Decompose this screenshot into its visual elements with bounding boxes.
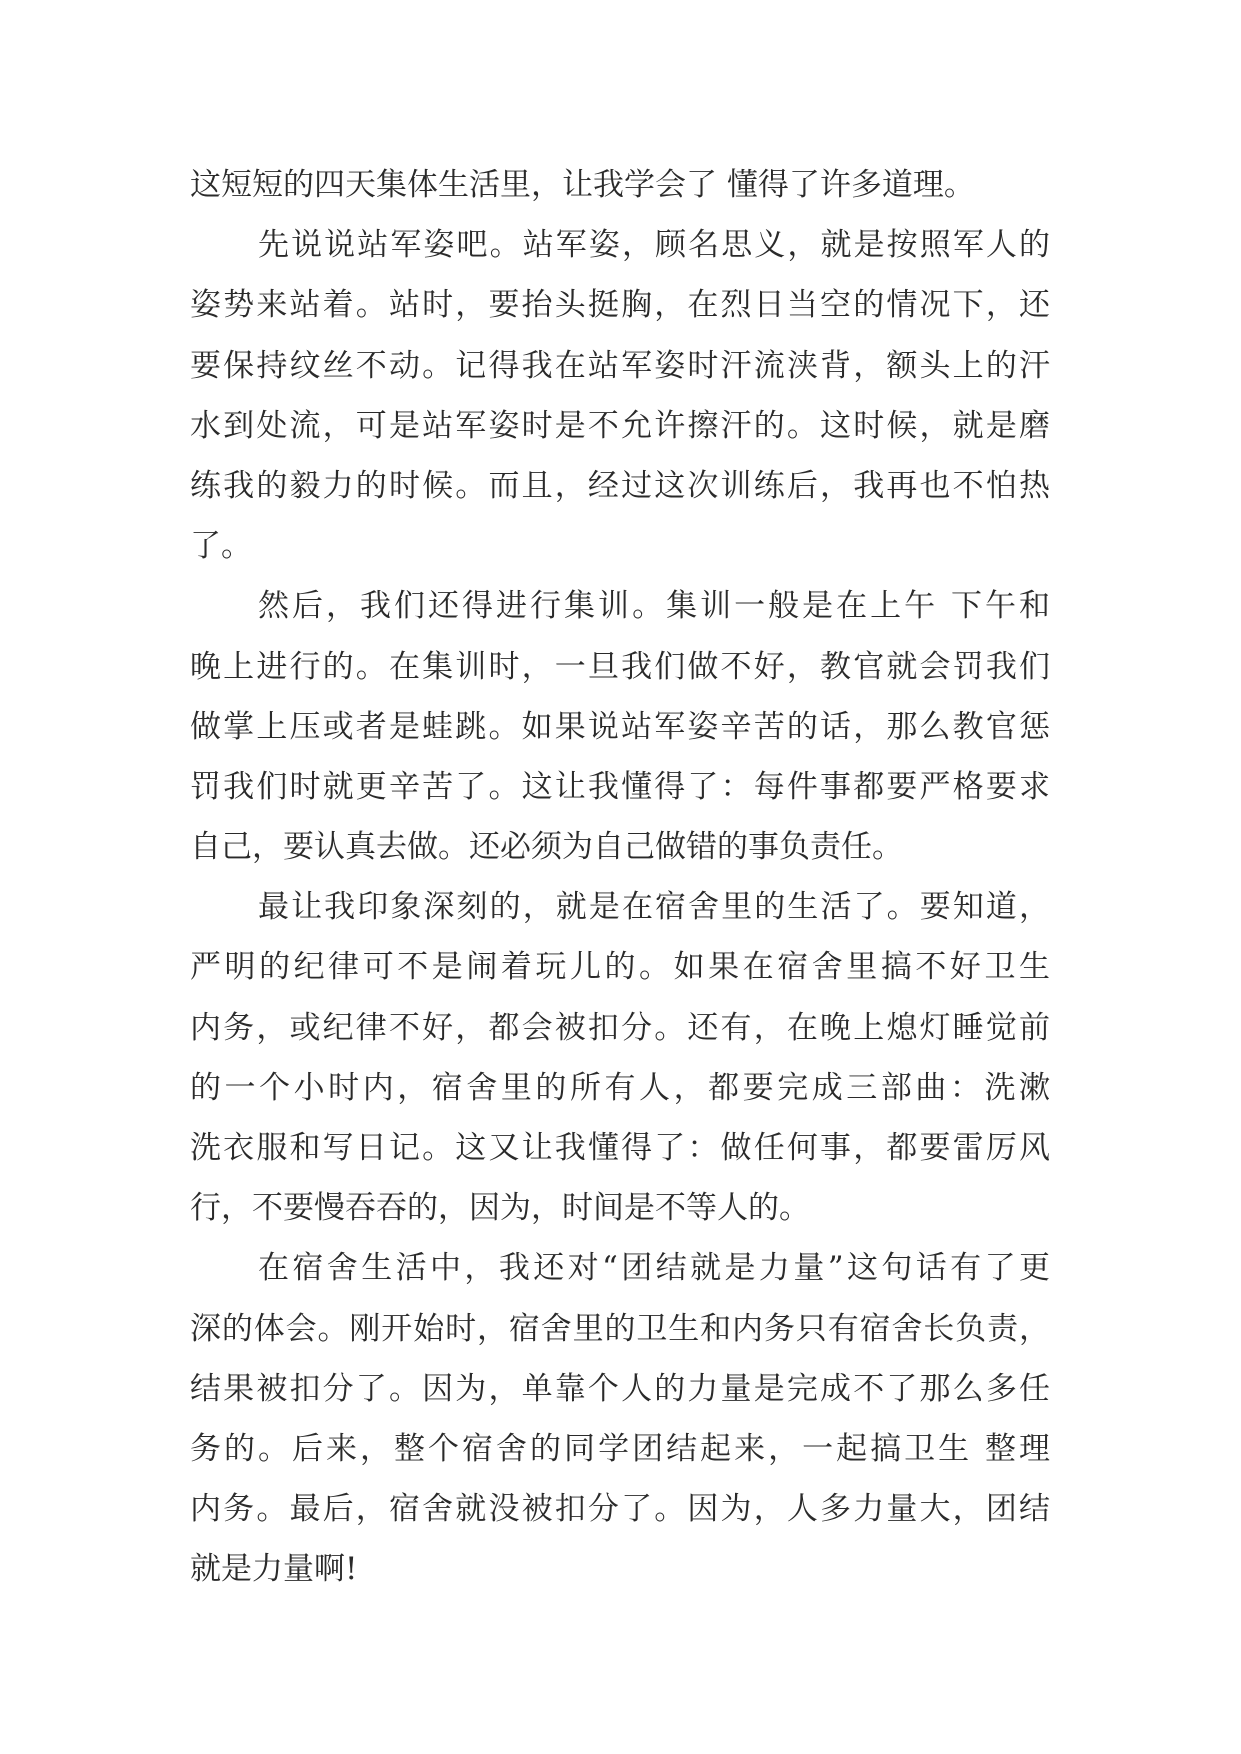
text-line: 姿势来站着。站时，要抬头挺胸，在烈日当空的情况下，还 <box>190 287 1050 324</box>
text-line: 结果被扣分了。因为，单靠个人的力量是完成不了那么多任 <box>190 1370 1050 1407</box>
body-text <box>190 155 1050 1600</box>
text-line: 罚我们时就更辛苦了。这让我懂得了：每件事都要严格要求 <box>190 768 1050 805</box>
text-line: 晚上进行的。在集训时，一旦我们做不好，教官就会罚我们 <box>190 648 1050 685</box>
text-line: 的一个小时内，宿舍里的所有人，都要完成三部曲：洗漱 <box>190 1069 1050 1106</box>
text-line: 就是力量啊! <box>190 1551 358 1588</box>
text-line: 内务。最后，宿舍就没被扣分了。因为，人多力量大，团结 <box>190 1491 1050 1528</box>
text-line: 要保持纹丝不动。记得我在站军姿时汗流浃背，额头上的汗 <box>190 347 1050 384</box>
text-line: 行，不要慢吞吞的，因为，时间是不等人的。 <box>190 1190 810 1227</box>
text-line: 深的体会。刚开始时，宿舍里的卫生和内务只有宿舍长负责， <box>190 1310 1050 1347</box>
text-line: 洗衣服和写日记。这又让我懂得了：做任何事，都要雷厉风 <box>190 1130 1050 1166</box>
text-line: 在宿舍生活中，我还对“团结就是力量”这句话有了更 <box>258 1250 1050 1287</box>
text-line: 先说说站军姿吧。站军姿，顾名思义，就是按照军人的 <box>258 227 1050 264</box>
text-line: 最让我印象深刻的，就是在宿舍里的生活了。要知道， <box>258 889 1050 926</box>
text-line: 务的。后来，整个宿舍的同学团结起来，一起搞卫生 整理 <box>190 1430 1050 1467</box>
text-line: 练我的毅力的时候。而且，经过这次训练后，我再也不怕热 <box>190 467 1050 504</box>
text-line: 自己，要认真去做。还必须为自己做错的事负责任。 <box>190 829 903 866</box>
text-line: 然后，我们还得进行集训。集训一般是在上午 下午和 <box>258 588 1050 625</box>
text-line: 严明的纪律可不是闹着玩儿的。如果在宿舍里搞不好卫生 <box>190 949 1050 986</box>
text-line: 水到处流，可是站军姿时是不允许擦汗的。这时候，就是磨 <box>190 407 1050 444</box>
text-line: 做掌上压或者是蛙跳。如果说站军姿辛苦的话，那么教官惩 <box>190 708 1050 745</box>
text-line: 了。 <box>190 528 252 565</box>
text-line: 这短短的四天集体生活里，让我学会了 懂得了许多道理。 <box>190 167 975 203</box>
text-line: 内务，或纪律不好，都会被扣分。还有，在晚上熄灯睡觉前 <box>190 1009 1050 1046</box>
